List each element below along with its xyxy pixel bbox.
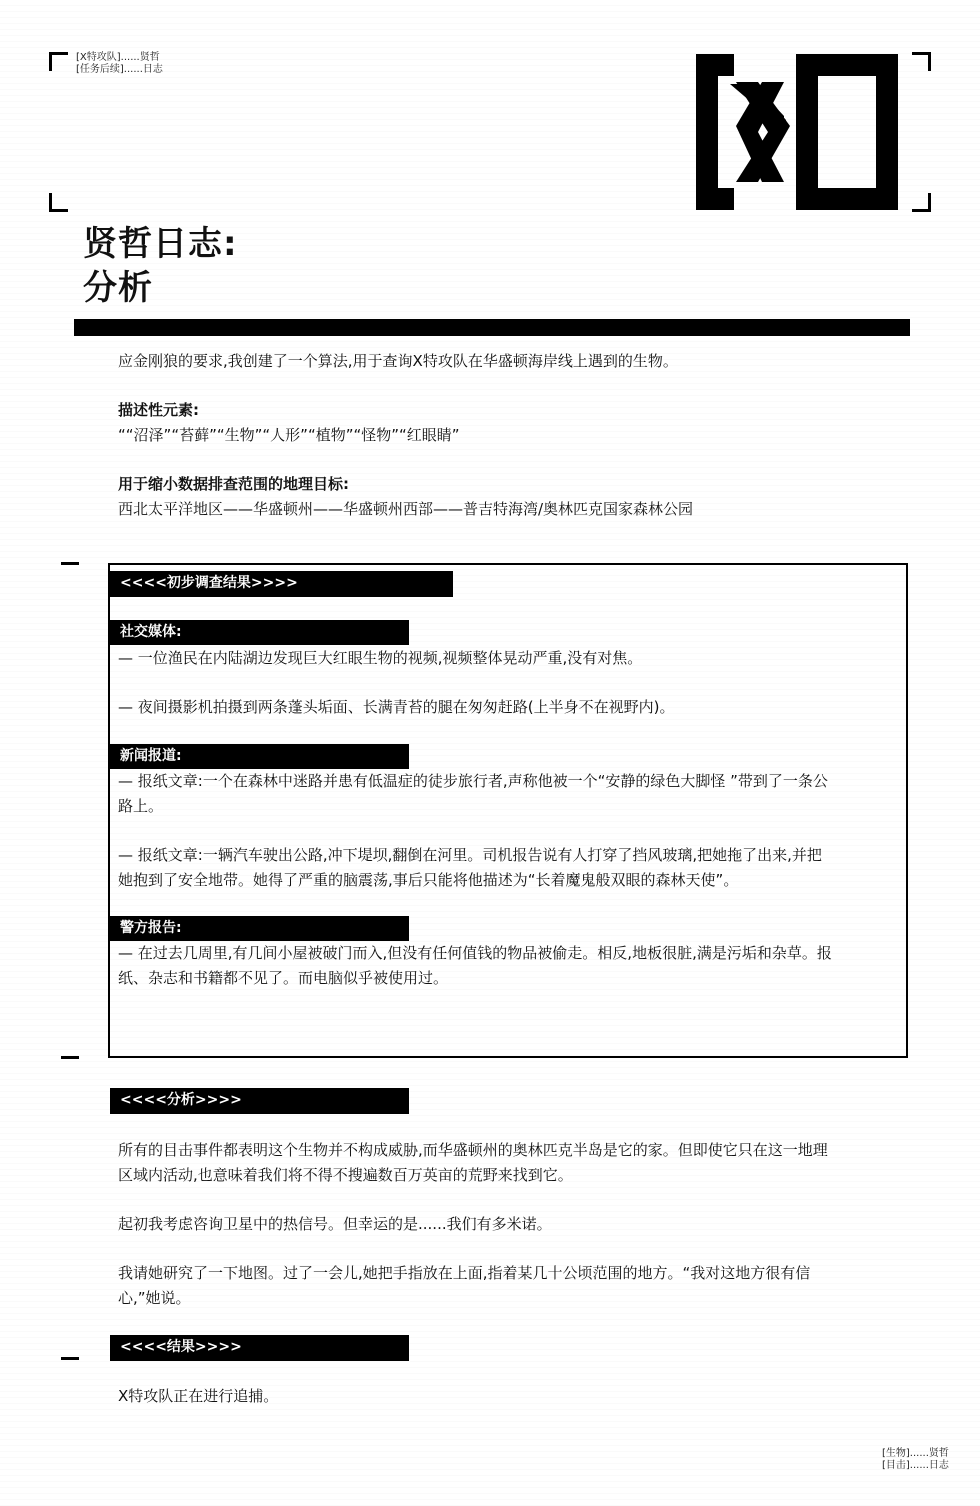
corner-bracket-top-right <box>912 52 931 71</box>
x-logo-icon <box>696 54 898 210</box>
analysis-p1-line-1: 所有的目击事件都表明这个生物并不构成威胁,而华盛顿州的奥林匹克半岛是它的家。但即使它只在这一地理 <box>118 1141 828 1159</box>
margin-dash <box>61 562 79 565</box>
news-label: 新闻报道: <box>110 744 409 769</box>
police-line-1: — 在过去几周里,有几间小屋被破门而入,但没有任何值钱的物品被偷走。相反,地板很脏,满是污垢和杂草。报 <box>118 944 832 962</box>
intro-text: 应金刚狼的要求,我创建了一个算法,用于查询X特攻队在华盛顿海岸线上遇到的生物。 <box>118 352 678 370</box>
social-item-1: — 一位渔民在内陆湖边发现巨大红眼生物的视频,视频整体晃动严重,没有对焦。 <box>118 649 643 667</box>
social-media-label: 社交媒体: <box>110 620 409 645</box>
result-text: X特攻队正在进行追捕。 <box>118 1387 279 1405</box>
descriptors-label: 描述性元素: <box>118 401 199 419</box>
footer-tag-1: [生物]......贤哲 <box>882 1448 949 1459</box>
page-title-line-1: 贤哲日志: <box>83 224 238 264</box>
analysis-p1-line-2: 区域内活动,也意味着我们将不得不搜遍数百万英亩的荒野来找到它。 <box>118 1166 573 1184</box>
x-team-logo <box>696 54 898 210</box>
descriptors-value: ““沼泽”“苔藓”“生物”“人形”“植物”“怪物”“红眼睛” <box>118 426 460 444</box>
header-tag-1: [X特攻队]......贤哲 <box>76 52 160 63</box>
corner-bracket-top-left <box>49 52 68 71</box>
page-title-line-2: 分析 <box>83 268 153 308</box>
margin-dash <box>61 1357 79 1360</box>
police-label: 警方报告: <box>110 916 409 941</box>
news-item-2-line-2: 她抱到了安全地带。她得了严重的脑震荡,事后只能将他描述为“长着魔鬼般双眼的森林天使”。 <box>118 871 739 889</box>
analysis-heading: <<<<分析>>>> <box>110 1088 409 1114</box>
margin-dash <box>61 1056 79 1059</box>
analysis-p3-line-1: 我请她研究了一下地图。过了一会儿,她把手指放在上面,指着某几十公顷范围的地方。“我对这地方很有信 <box>118 1264 811 1282</box>
analysis-p2: 起初我考虑咨询卫星中的热信号。但幸运的是......我们有多米诺。 <box>118 1215 552 1233</box>
corner-bracket-bottom-right <box>912 193 931 212</box>
geo-label: 用于缩小数据排查范围的地理目标: <box>118 475 350 493</box>
footer-tag-2: [目击]......日志 <box>882 1460 949 1471</box>
title-divider <box>74 319 910 336</box>
news-item-2-line-1: — 报纸文章:一辆汽车驶出公路,冲下堤坝,翻倒在河里。司机报告说有人打穿了挡风玻璃,把她拖了出来,并把 <box>118 846 822 864</box>
social-item-2: — 夜间摄影机拍摄到两条蓬头垢面、长满青苔的腿在匆匆赶路(上半身不在视野内)。 <box>118 698 675 716</box>
analysis-p3-line-2: 心,”她说。 <box>118 1289 191 1307</box>
corner-bracket-bottom-left <box>49 193 68 212</box>
initial-findings-heading: <<<<初步调查结果>>>> <box>110 571 453 597</box>
police-line-2: 纸、杂志和书籍都不见了。而电脑似乎被使用过。 <box>118 969 449 987</box>
news-item-1-line-2: 路上。 <box>118 797 164 815</box>
result-heading: <<<<结果>>>> <box>110 1335 409 1361</box>
header-tag-2: [任务后续]......日志 <box>76 64 163 75</box>
geo-value: 西北太平洋地区——华盛顿州——华盛顿州西部——普吉特海湾/奥林匹克国家森林公园 <box>118 500 694 518</box>
news-item-1-line-1: — 报纸文章:一个在森林中迷路并患有低温症的徒步旅行者,声称他被一个“安静的绿色大脚怪 ”带到了一条公 <box>118 772 828 790</box>
